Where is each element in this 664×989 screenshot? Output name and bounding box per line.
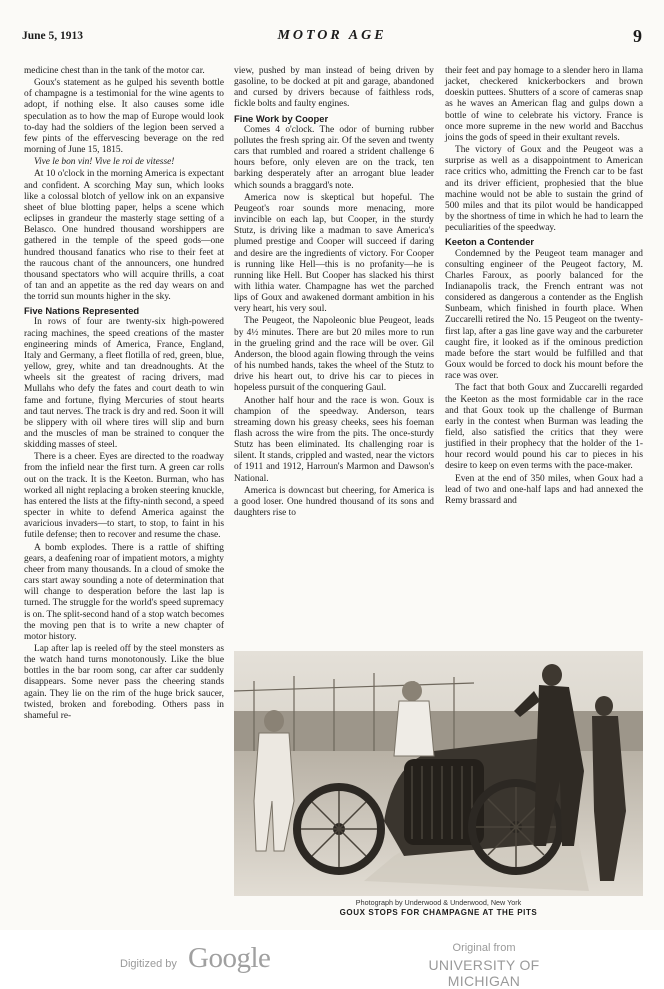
paragraph: view, pushed by man instead of being driven by gasoline, to be docked at pit and garage, abandoned and cursed by drivers because of faithless rods, fickle bolts and faulty engines. xyxy=(234,66,434,110)
photo-caption: GOUX STOPS FOR CHAMPAGNE AT THE PITS xyxy=(339,908,538,917)
paragraph: The victory of Goux and the Peugeot was a surprise as well as a disappointment to American race critics who, admitting the French car to be fast and its driver efficient, prophesied that the blue machine would not be able to sustain the grind of 500 miles and that its pilot would be handicapped by the shortness of time in which he had to learn the peculiarities of the speedway. xyxy=(445,145,643,234)
photo-credit: Photograph by Underwood & Underwood, New York xyxy=(355,898,522,907)
original-from-label: Original from xyxy=(452,942,516,954)
google-logo: Google xyxy=(188,942,271,974)
column-middle xyxy=(234,66,434,646)
digitization-footer xyxy=(0,930,664,989)
column-left xyxy=(24,66,224,946)
race-car-photo xyxy=(234,651,643,896)
paragraph: their feet and pay homage to a slender hero in llama jacket, checkered knickerbockers and brown doeskin puttees. Shutters of a score of cameras snap as he waves an American flag and gulps down a bottle of wine to celebrate his victory. France is once more supreme in the new world and Bacchus joins the gods of speed in their exultant revels. xyxy=(445,66,643,143)
paragraph: A bomb explodes. There is a rattle of shifting gears, a deafening roar of impatient motors, a mighty cheer from many thousands. In a cloud of smoke the cars start away sounding a note of determination that will change to desperation before the last lap is turned. The struggle for the world's speed supremacy is on. The split-second hand of a stop watch becomes the moving pen that is to write a new chapter of motor history. xyxy=(24,542,224,642)
paragraph: The fact that both Goux and Zuccarelli regarded the Keeton as the most formidable car in the race and that Goux took up the challenge of Burman early in the contest when Burman was leading the field, also satisfied the critics that they were justified in their prophecy that the holder of the 1-hour record would pound his car to pieces in his desire to keep on even terms with the pace-maker. xyxy=(445,383,643,472)
paragraph: Lap after lap is reeled off by the steel monsters as the watch hand turns monotonously. Like the blue bottles in the bar room song, car after car suddenly disappears. Some never pass the cheering stands again. They lie on the rim of the huge brick saucer, twisted, broken and foreboding. Others pass in shameful re- xyxy=(24,643,224,721)
page-number: 9 xyxy=(633,26,642,46)
page-header xyxy=(22,28,642,50)
paragraph: Comes 4 o'clock. The odor of burning rubber pollutes the fresh spring air. Of the seven and twenty cars that rumbled and roared a strident challenge 6 hours before, only eleven are on the track, ten barking desperately after an arrogant blue leader which sounds a braggard's note. xyxy=(234,124,434,191)
paragraph: medicine chest than in the tank of the motor car. xyxy=(24,66,205,76)
issue-date: June 5, 1913 xyxy=(22,30,84,42)
paragraph: Goux's statement as he gulped his seventh bottle of champagne is a testimonial for the wine agents to adopt, if nothing else. It also causes some idle speculation as to how the map of Europe would look to-day had the soldiers of the legion been served a few pints of the effervescing beverage on the red morning of June 15, 1815. xyxy=(24,78,224,156)
paragraph: The Peugeot, the Napoleonic blue Peugeot, leads by 4½ minutes. There are but 20 miles more to run in the grueling grind and the race will be over. Gil Anderson, the blood again flowing through the veins of his numbed hands, takes the wheel of the Stutz to drive his heart out, to drive his car to pieces in hopeless pursuit of the conquering Gaul. xyxy=(234,316,434,394)
subheading: Fine Work by Cooper xyxy=(234,112,329,124)
paragraph: America now is skeptical but hopeful. The Peugeot's roar sounds more menacing, more invincible on each lap, but Cooper, in the sturdy Stutz, is driving like a madman to save America's plumed prestige and Cooper will succeed if daring and desire are the ingredients of victory. For Cooper is running like Hell—this is no profanity—he is running like Hell. But Cooper has slacked his thirst with lithia water. Champagne has wet the parched lips of Goux and awakened dormant ambition in his very heart, his very soul. xyxy=(234,192,434,315)
paragraph: America is downcast but cheering, for America is a good loser. One hundred thousand of its sons and daughters rise to xyxy=(234,485,434,519)
paragraph: Even at the end of 350 miles, when Goux had a lead of two and one-half laps and had annexed the Remy brassard and xyxy=(445,473,643,506)
race-car-illustration xyxy=(234,651,643,896)
subheading: Keeton a Contender xyxy=(445,236,535,248)
paragraph: Another half hour and the race is won. Goux is champion of the speedway. Anderson, tears streaming down his greasy cheeks, sees his foeman flash across the wire from the pits. The once-sturdy Stutz has been eliminated. Its challenging roar is silent. It stands, crippled and wasted, near the victors of 1911 and 1912, Harroun's Marmon and Dawson's National. xyxy=(234,395,434,484)
column-right xyxy=(445,66,643,646)
magazine-title: MOTOR AGE xyxy=(277,28,387,43)
digitized-by-label: Digitized by xyxy=(120,958,177,970)
paragraph: Vive le bon vin! Vive le roi de vitesse! xyxy=(34,157,175,168)
paragraph: In rows of four are twenty-six high-powered racing machines, the speed creations of the master engineering minds of America, France, England, Italy and Germany, a fleet flotilla of red, green, blue, yellow, grey, white and tan dreadnoughts. At the wheels sit the greatest of racing drivers, mad Mullahs who defy the fates and court death to win fame and fortune, flying Mercuries of stout hearts and taut nerves. The track is dry and red. Soon it will be slippery with oil where tires will slip and burn and the muscles of man be strained to conquer the skidding masses of steel. xyxy=(24,317,224,451)
subheading: Five Nations Represented xyxy=(24,305,140,317)
institution-name: UNIVERSITY OF MICHIGAN xyxy=(428,957,540,989)
paragraph: At 10 o'clock in the morning America is expectant and confident. A scorching May sun, which looks like a colossal blotch of yellow ink on an expansive sheet of blue blotting paper, helps a scene which eclipses in grandeur the masterly stage setting of a Belasco. One hundred thousand worshippers are gathered in the temple of the speed gods—one hundred thousand fanatics who rise to their feet at the raucous chant of the announcers, one hundred thousand spectators who will acquire thrills, a coat of tan and an appetite as the red day wears on and the torrid sun mounts higher in the sky. xyxy=(24,169,224,303)
paragraph: Condemned by the Peugeot team manager and consulting engineer of the Peugeot factory, M. Charles Faroux, as poorly balanced for the Indianapolis track, the French entrant was not considered as dangerous a contender as the English Sunbeam, which finished in fourth place. When Zuccarelli retired the No. 15 Peugeot on the twenty-first lap, after a gas line gave way and the carbureter caught fire, it looked as if the ominous prediction made before the start would be fulfilled and that Goux would be forced to dock his mount before the race was over. xyxy=(445,248,643,382)
paragraph: There is a cheer. Eyes are directed to the roadway from the infield near the first turn. A green car rolls out on the track. It is the Keeton. Burman, who has worked all night replacing a broken steering knuckle, has entered the lists at the fifty-ninth second, a speed specter in white to defend America against the avaricious invaders—to start, to stop, to faint in his futile defense; then to recover and resume the chase. xyxy=(24,452,224,541)
